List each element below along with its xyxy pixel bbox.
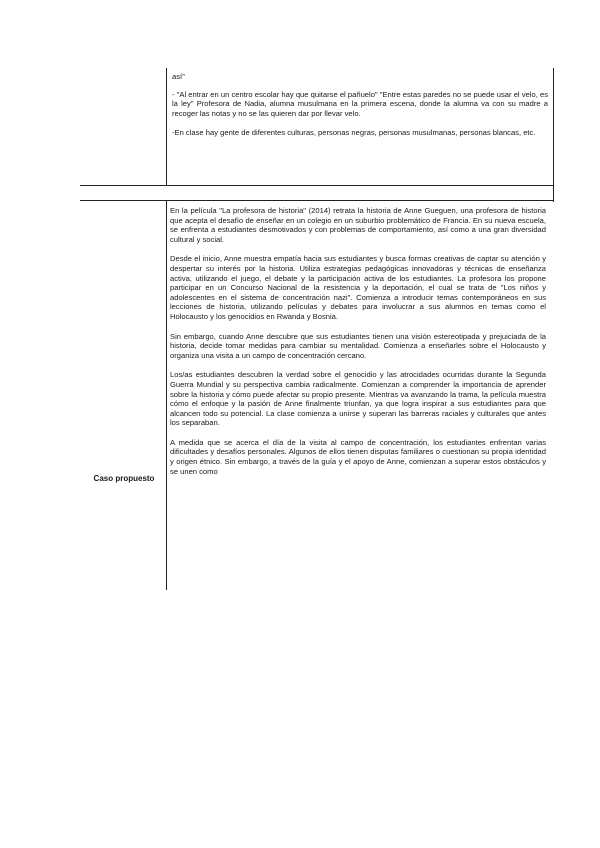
main-paragraph-5: A medida que se acerca el día de la visita al campo de concentración, los estudiantes enfrentan varias dificultades y desafíos personales. Algunos de ellos tienen disputas familiares o cuestionan su propia identidad y origen étnico. Sin embargo, a través de la guía y el apoyo de Anne, comienzan a superar estos obstáculos y se unen como: [170, 437, 546, 476]
main-paragraph-1: En la película "La profesora de historia" (2014) retrata la historia de Anne Gueguen, una profesora de historia que acepta el desafío de enseñar en un colegio en un suburbio problemático de Francia. En su nueva escuela, se enfrenta a estudiantes desmotivados y con problemas de comportamiento, así como a una gran diversidad cultural y social.: [170, 206, 546, 244]
table-right-border: [553, 68, 554, 202]
top-paragraph-1: así": [172, 72, 185, 81]
table-row-divider-2: [80, 200, 554, 201]
section-label: Caso propuesto: [93, 474, 155, 483]
main-paragraph-2: Desde el inicio, Anne muestra empatía hacia sus estudiantes y busca formas creativas de captar su atención y despertar su interés por la historia. Utiliza estrategias pedagógicas innovadoras y técnicas de enseñanza activa, utilizando el juego, el debate y la participación activa de los estudiantes. La profesora los propone participar en un Concurso Nacional de la resistencia y la deportación, el cual se trata de "Los niños y adolescentes en el sistema de concentración nazi". Comienza a introducir temas contemporáneos en sus lecciones de historia, utilizando películas y debates para involucrar a sus alumnos en temas como el Holocausto y los genocidios en Rwanda y Bosnia.: [170, 254, 546, 321]
top-paragraph-3: -En clase hay gente de diferentes culturas, personas negras, personas musulmanas, personas blancas, etc.: [172, 128, 536, 138]
main-paragraph-4: Los/as estudiantes descubren la verdad sobre el genocidio y las atrocidades ocurridas durante la Segunda Guerra Mundial y su perspectiva cambia radicalmente. Comienzan a comprender la importancia de aprender sobre la historia y cómo puede afectar su propio presente. Mientras va avanzando la trama, la película muestra cómo el enfoque y la pasión de Anne finalmente triunfan, ya que logra inspirar a sus estudiantes para que alcancen todo su potencial. La clase comienza a unirse y superan las barreras raciales y culturales que antes los separaban.: [170, 370, 546, 428]
table-left-border-top: [166, 68, 167, 185]
top-text-cell: [172, 72, 548, 138]
top-paragraph-2: - "Al entrar en un centro escolar hay que quitarse el pañuelo" "Entre estas paredes no se puede usar el velo, es la ley" Profesora de Nadia, alumna musulmana en la primera escena, donde la alumna va con su madre a recoger las notas y no se las quieren dar por llevar velo.: [172, 89, 548, 118]
table-left-border-bottom: [166, 200, 167, 590]
main-paragraph-3: Sin embargo, cuando Anne descubre que sus estudiantes tienen una visión estereotipada y prejuiciada de la historia, decide tomar medidas para cambiar su mentalidad. Comienza a enseñarles sobre el Holocausto y organiza una visita a un campo de concentración cercano.: [170, 331, 546, 360]
table-row-divider-1: [80, 185, 554, 186]
main-text-cell: [170, 206, 548, 586]
